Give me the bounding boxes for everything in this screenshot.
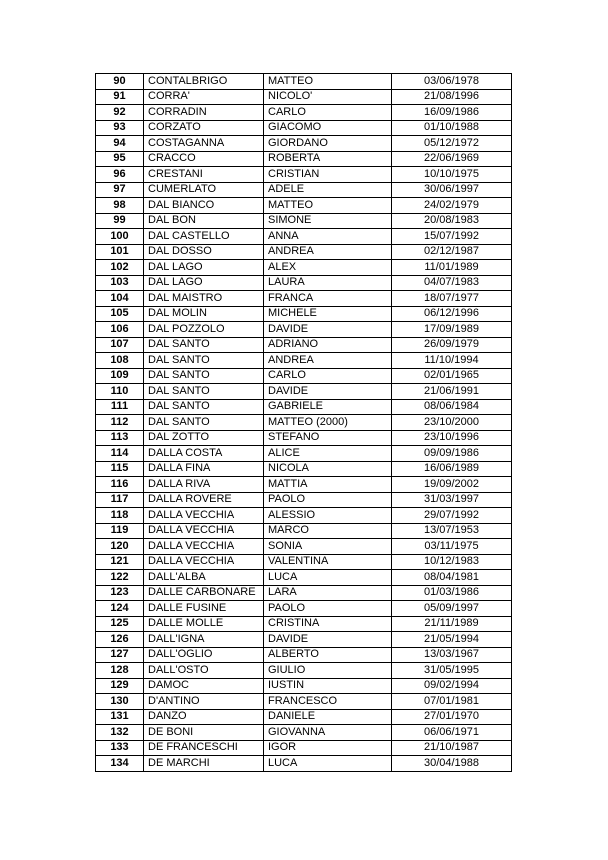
first-name-cell: NICOLO'	[264, 89, 392, 105]
table-row	[96, 89, 512, 105]
surname-cell: DAL LAGO	[144, 260, 264, 276]
table-row	[96, 229, 512, 245]
surname-cell: DALLA COSTA	[144, 446, 264, 462]
birth-date-cell: 10/12/1983	[392, 554, 512, 570]
birth-date-cell: 21/10/1987	[392, 740, 512, 756]
surname-cell: DANZO	[144, 709, 264, 725]
first-name-cell: MATTIA	[264, 477, 392, 493]
roster-table	[95, 73, 512, 772]
surname-cell: DE MARCHI	[144, 756, 264, 772]
birth-date-cell: 01/03/1986	[392, 585, 512, 601]
table-row	[96, 508, 512, 524]
birth-date-cell: 10/10/1975	[392, 167, 512, 183]
table-row	[96, 539, 512, 555]
row-number-cell: 117	[96, 492, 144, 508]
birth-date-cell: 13/07/1953	[392, 523, 512, 539]
birth-date-cell: 21/08/1996	[392, 89, 512, 105]
birth-date-cell: 23/10/1996	[392, 430, 512, 446]
row-number-cell: 132	[96, 725, 144, 741]
surname-cell: DAL CASTELLO	[144, 229, 264, 245]
first-name-cell: ANDREA	[264, 353, 392, 369]
row-number-cell: 111	[96, 399, 144, 415]
surname-cell: DAL LAGO	[144, 275, 264, 291]
table-row	[96, 74, 512, 90]
table-row	[96, 725, 512, 741]
surname-cell: D'ANTINO	[144, 694, 264, 710]
row-number-cell: 112	[96, 415, 144, 431]
surname-cell: DALLA VECCHIA	[144, 539, 264, 555]
surname-cell: DAL SANTO	[144, 415, 264, 431]
table-row	[96, 399, 512, 415]
surname-cell: CONTALBRIGO	[144, 74, 264, 90]
table-row	[96, 415, 512, 431]
table-row	[96, 136, 512, 152]
birth-date-cell: 08/04/1981	[392, 570, 512, 586]
first-name-cell: ANNA	[264, 229, 392, 245]
first-name-cell: NICOLA	[264, 461, 392, 477]
birth-date-cell: 15/07/1992	[392, 229, 512, 245]
table-row	[96, 616, 512, 632]
surname-cell: DALLA RIVA	[144, 477, 264, 493]
first-name-cell: LUCA	[264, 756, 392, 772]
surname-cell: DAL MAISTRO	[144, 291, 264, 307]
table-row	[96, 570, 512, 586]
row-number-cell: 122	[96, 570, 144, 586]
row-number-cell: 90	[96, 74, 144, 90]
surname-cell: CORZATO	[144, 120, 264, 136]
row-number-cell: 119	[96, 523, 144, 539]
row-number-cell: 120	[96, 539, 144, 555]
surname-cell: DE BONI	[144, 725, 264, 741]
surname-cell: CRESTANI	[144, 167, 264, 183]
surname-cell: DALL'ALBA	[144, 570, 264, 586]
row-number-cell: 131	[96, 709, 144, 725]
table-row	[96, 647, 512, 663]
birth-date-cell: 26/09/1979	[392, 337, 512, 353]
surname-cell: COSTAGANNA	[144, 136, 264, 152]
surname-cell: DAL DOSSO	[144, 244, 264, 260]
row-number-cell: 104	[96, 291, 144, 307]
first-name-cell: IGOR	[264, 740, 392, 756]
first-name-cell: MATTEO (2000)	[264, 415, 392, 431]
first-name-cell: ADRIANO	[264, 337, 392, 353]
birth-date-cell: 19/09/2002	[392, 477, 512, 493]
birth-date-cell: 20/08/1983	[392, 213, 512, 229]
table-row	[96, 244, 512, 260]
first-name-cell: MICHELE	[264, 306, 392, 322]
surname-cell: DALLA VECCHIA	[144, 523, 264, 539]
row-number-cell: 98	[96, 198, 144, 214]
surname-cell: DAL SANTO	[144, 337, 264, 353]
table-row	[96, 446, 512, 462]
surname-cell: DAL SANTO	[144, 384, 264, 400]
surname-cell: CUMERLATO	[144, 182, 264, 198]
row-number-cell: 123	[96, 585, 144, 601]
row-number-cell: 96	[96, 167, 144, 183]
surname-cell: DALL'OGLIO	[144, 647, 264, 663]
table-row	[96, 306, 512, 322]
table-row	[96, 182, 512, 198]
table-row	[96, 198, 512, 214]
table-row	[96, 585, 512, 601]
row-number-cell: 91	[96, 89, 144, 105]
table-row	[96, 105, 512, 121]
first-name-cell: PAOLO	[264, 601, 392, 617]
row-number-cell: 102	[96, 260, 144, 276]
table-row	[96, 213, 512, 229]
row-number-cell: 127	[96, 647, 144, 663]
table-row	[96, 601, 512, 617]
first-name-cell: ADELE	[264, 182, 392, 198]
surname-cell: CRACCO	[144, 151, 264, 167]
birth-date-cell: 04/07/1983	[392, 275, 512, 291]
first-name-cell: ANDREA	[264, 244, 392, 260]
row-number-cell: 115	[96, 461, 144, 477]
row-number-cell: 133	[96, 740, 144, 756]
first-name-cell: GIACOMO	[264, 120, 392, 136]
first-name-cell: DAVIDE	[264, 384, 392, 400]
first-name-cell: DANIELE	[264, 709, 392, 725]
first-name-cell: MATTEO	[264, 74, 392, 90]
row-number-cell: 92	[96, 105, 144, 121]
row-number-cell: 124	[96, 601, 144, 617]
birth-date-cell: 27/01/1970	[392, 709, 512, 725]
first-name-cell: GIORDANO	[264, 136, 392, 152]
row-number-cell: 128	[96, 663, 144, 679]
table-row	[96, 167, 512, 183]
birth-date-cell: 18/07/1977	[392, 291, 512, 307]
table-row	[96, 368, 512, 384]
birth-date-cell: 17/09/1989	[392, 322, 512, 338]
table-row	[96, 384, 512, 400]
row-number-cell: 129	[96, 678, 144, 694]
table-row	[96, 492, 512, 508]
table-row	[96, 151, 512, 167]
table-row	[96, 120, 512, 136]
row-number-cell: 103	[96, 275, 144, 291]
birth-date-cell: 31/03/1997	[392, 492, 512, 508]
table-row	[96, 554, 512, 570]
table-row	[96, 291, 512, 307]
table-row	[96, 756, 512, 772]
row-number-cell: 95	[96, 151, 144, 167]
row-number-cell: 114	[96, 446, 144, 462]
row-number-cell: 101	[96, 244, 144, 260]
table-row	[96, 430, 512, 446]
first-name-cell: FRANCESCO	[264, 694, 392, 710]
row-number-cell: 94	[96, 136, 144, 152]
first-name-cell: MARCO	[264, 523, 392, 539]
birth-date-cell: 09/09/1986	[392, 446, 512, 462]
surname-cell: DALLA VECCHIA	[144, 508, 264, 524]
surname-cell: DE FRANCESCHI	[144, 740, 264, 756]
birth-date-cell: 05/12/1972	[392, 136, 512, 152]
first-name-cell: ALBERTO	[264, 647, 392, 663]
row-number-cell: 105	[96, 306, 144, 322]
row-number-cell: 107	[96, 337, 144, 353]
table-row	[96, 337, 512, 353]
table-row	[96, 709, 512, 725]
first-name-cell: ROBERTA	[264, 151, 392, 167]
surname-cell: DAL ZOTTO	[144, 430, 264, 446]
row-number-cell: 121	[96, 554, 144, 570]
first-name-cell: GIULIO	[264, 663, 392, 679]
birth-date-cell: 02/12/1987	[392, 244, 512, 260]
first-name-cell: GABRIELE	[264, 399, 392, 415]
row-number-cell: 134	[96, 756, 144, 772]
birth-date-cell: 30/06/1997	[392, 182, 512, 198]
surname-cell: CORRADIN	[144, 105, 264, 121]
first-name-cell: VALENTINA	[264, 554, 392, 570]
first-name-cell: ALEX	[264, 260, 392, 276]
birth-date-cell: 30/04/1988	[392, 756, 512, 772]
birth-date-cell: 01/10/1988	[392, 120, 512, 136]
row-number-cell: 97	[96, 182, 144, 198]
birth-date-cell: 21/06/1991	[392, 384, 512, 400]
surname-cell: CORRA'	[144, 89, 264, 105]
surname-cell: DALLA VECCHIA	[144, 554, 264, 570]
table-row	[96, 275, 512, 291]
row-number-cell: 109	[96, 368, 144, 384]
birth-date-cell: 31/05/1995	[392, 663, 512, 679]
row-number-cell: 106	[96, 322, 144, 338]
surname-cell: DAL SANTO	[144, 399, 264, 415]
table-row	[96, 260, 512, 276]
row-number-cell: 125	[96, 616, 144, 632]
birth-date-cell: 03/06/1978	[392, 74, 512, 90]
birth-date-cell: 07/01/1981	[392, 694, 512, 710]
first-name-cell: CRISTINA	[264, 616, 392, 632]
row-number-cell: 100	[96, 229, 144, 245]
table-row	[96, 694, 512, 710]
table-row	[96, 678, 512, 694]
table-row	[96, 632, 512, 648]
row-number-cell: 110	[96, 384, 144, 400]
first-name-cell: CRISTIAN	[264, 167, 392, 183]
table-row	[96, 353, 512, 369]
surname-cell: DALLE FUSINE	[144, 601, 264, 617]
first-name-cell: DAVIDE	[264, 632, 392, 648]
row-number-cell: 130	[96, 694, 144, 710]
first-name-cell: SIMONE	[264, 213, 392, 229]
surname-cell: DALLE CARBONARE	[144, 585, 264, 601]
row-number-cell: 116	[96, 477, 144, 493]
surname-cell: DAMOC	[144, 678, 264, 694]
table-row	[96, 477, 512, 493]
table-row	[96, 740, 512, 756]
surname-cell: DAL SANTO	[144, 353, 264, 369]
birth-date-cell: 16/09/1986	[392, 105, 512, 121]
surname-cell: DAL SANTO	[144, 368, 264, 384]
first-name-cell: CARLO	[264, 368, 392, 384]
table-row	[96, 461, 512, 477]
table-row	[96, 523, 512, 539]
surname-cell: DALLE MOLLE	[144, 616, 264, 632]
birth-date-cell: 21/11/1989	[392, 616, 512, 632]
row-number-cell: 113	[96, 430, 144, 446]
row-number-cell: 126	[96, 632, 144, 648]
first-name-cell: CARLO	[264, 105, 392, 121]
first-name-cell: LAURA	[264, 275, 392, 291]
surname-cell: DALLA FINA	[144, 461, 264, 477]
row-number-cell: 99	[96, 213, 144, 229]
surname-cell: DAL MOLIN	[144, 306, 264, 322]
surname-cell: DALLA ROVERE	[144, 492, 264, 508]
first-name-cell: LARA	[264, 585, 392, 601]
birth-date-cell: 21/05/1994	[392, 632, 512, 648]
birth-date-cell: 23/10/2000	[392, 415, 512, 431]
birth-date-cell: 11/01/1989	[392, 260, 512, 276]
roster-table-body	[96, 74, 512, 772]
birth-date-cell: 22/06/1969	[392, 151, 512, 167]
table-row	[96, 322, 512, 338]
row-number-cell: 118	[96, 508, 144, 524]
first-name-cell: FRANCA	[264, 291, 392, 307]
first-name-cell: GIOVANNA	[264, 725, 392, 741]
first-name-cell: DAVIDE	[264, 322, 392, 338]
first-name-cell: ALESSIO	[264, 508, 392, 524]
birth-date-cell: 02/01/1965	[392, 368, 512, 384]
surname-cell: DAL BIANCO	[144, 198, 264, 214]
birth-date-cell: 03/11/1975	[392, 539, 512, 555]
row-number-cell: 93	[96, 120, 144, 136]
birth-date-cell: 16/06/1989	[392, 461, 512, 477]
first-name-cell: MATTEO	[264, 198, 392, 214]
first-name-cell: LUCA	[264, 570, 392, 586]
birth-date-cell: 09/02/1994	[392, 678, 512, 694]
birth-date-cell: 29/07/1992	[392, 508, 512, 524]
first-name-cell: PAOLO	[264, 492, 392, 508]
surname-cell: DALL'IGNA	[144, 632, 264, 648]
first-name-cell: ALICE	[264, 446, 392, 462]
birth-date-cell: 13/03/1967	[392, 647, 512, 663]
birth-date-cell: 08/06/1984	[392, 399, 512, 415]
birth-date-cell: 24/02/1979	[392, 198, 512, 214]
row-number-cell: 108	[96, 353, 144, 369]
surname-cell: DALL'OSTO	[144, 663, 264, 679]
birth-date-cell: 11/10/1994	[392, 353, 512, 369]
first-name-cell: IUSTIN	[264, 678, 392, 694]
first-name-cell: SONIA	[264, 539, 392, 555]
first-name-cell: STEFANO	[264, 430, 392, 446]
birth-date-cell: 06/06/1971	[392, 725, 512, 741]
surname-cell: DAL POZZOLO	[144, 322, 264, 338]
birth-date-cell: 05/09/1997	[392, 601, 512, 617]
birth-date-cell: 06/12/1996	[392, 306, 512, 322]
surname-cell: DAL BON	[144, 213, 264, 229]
table-row	[96, 663, 512, 679]
